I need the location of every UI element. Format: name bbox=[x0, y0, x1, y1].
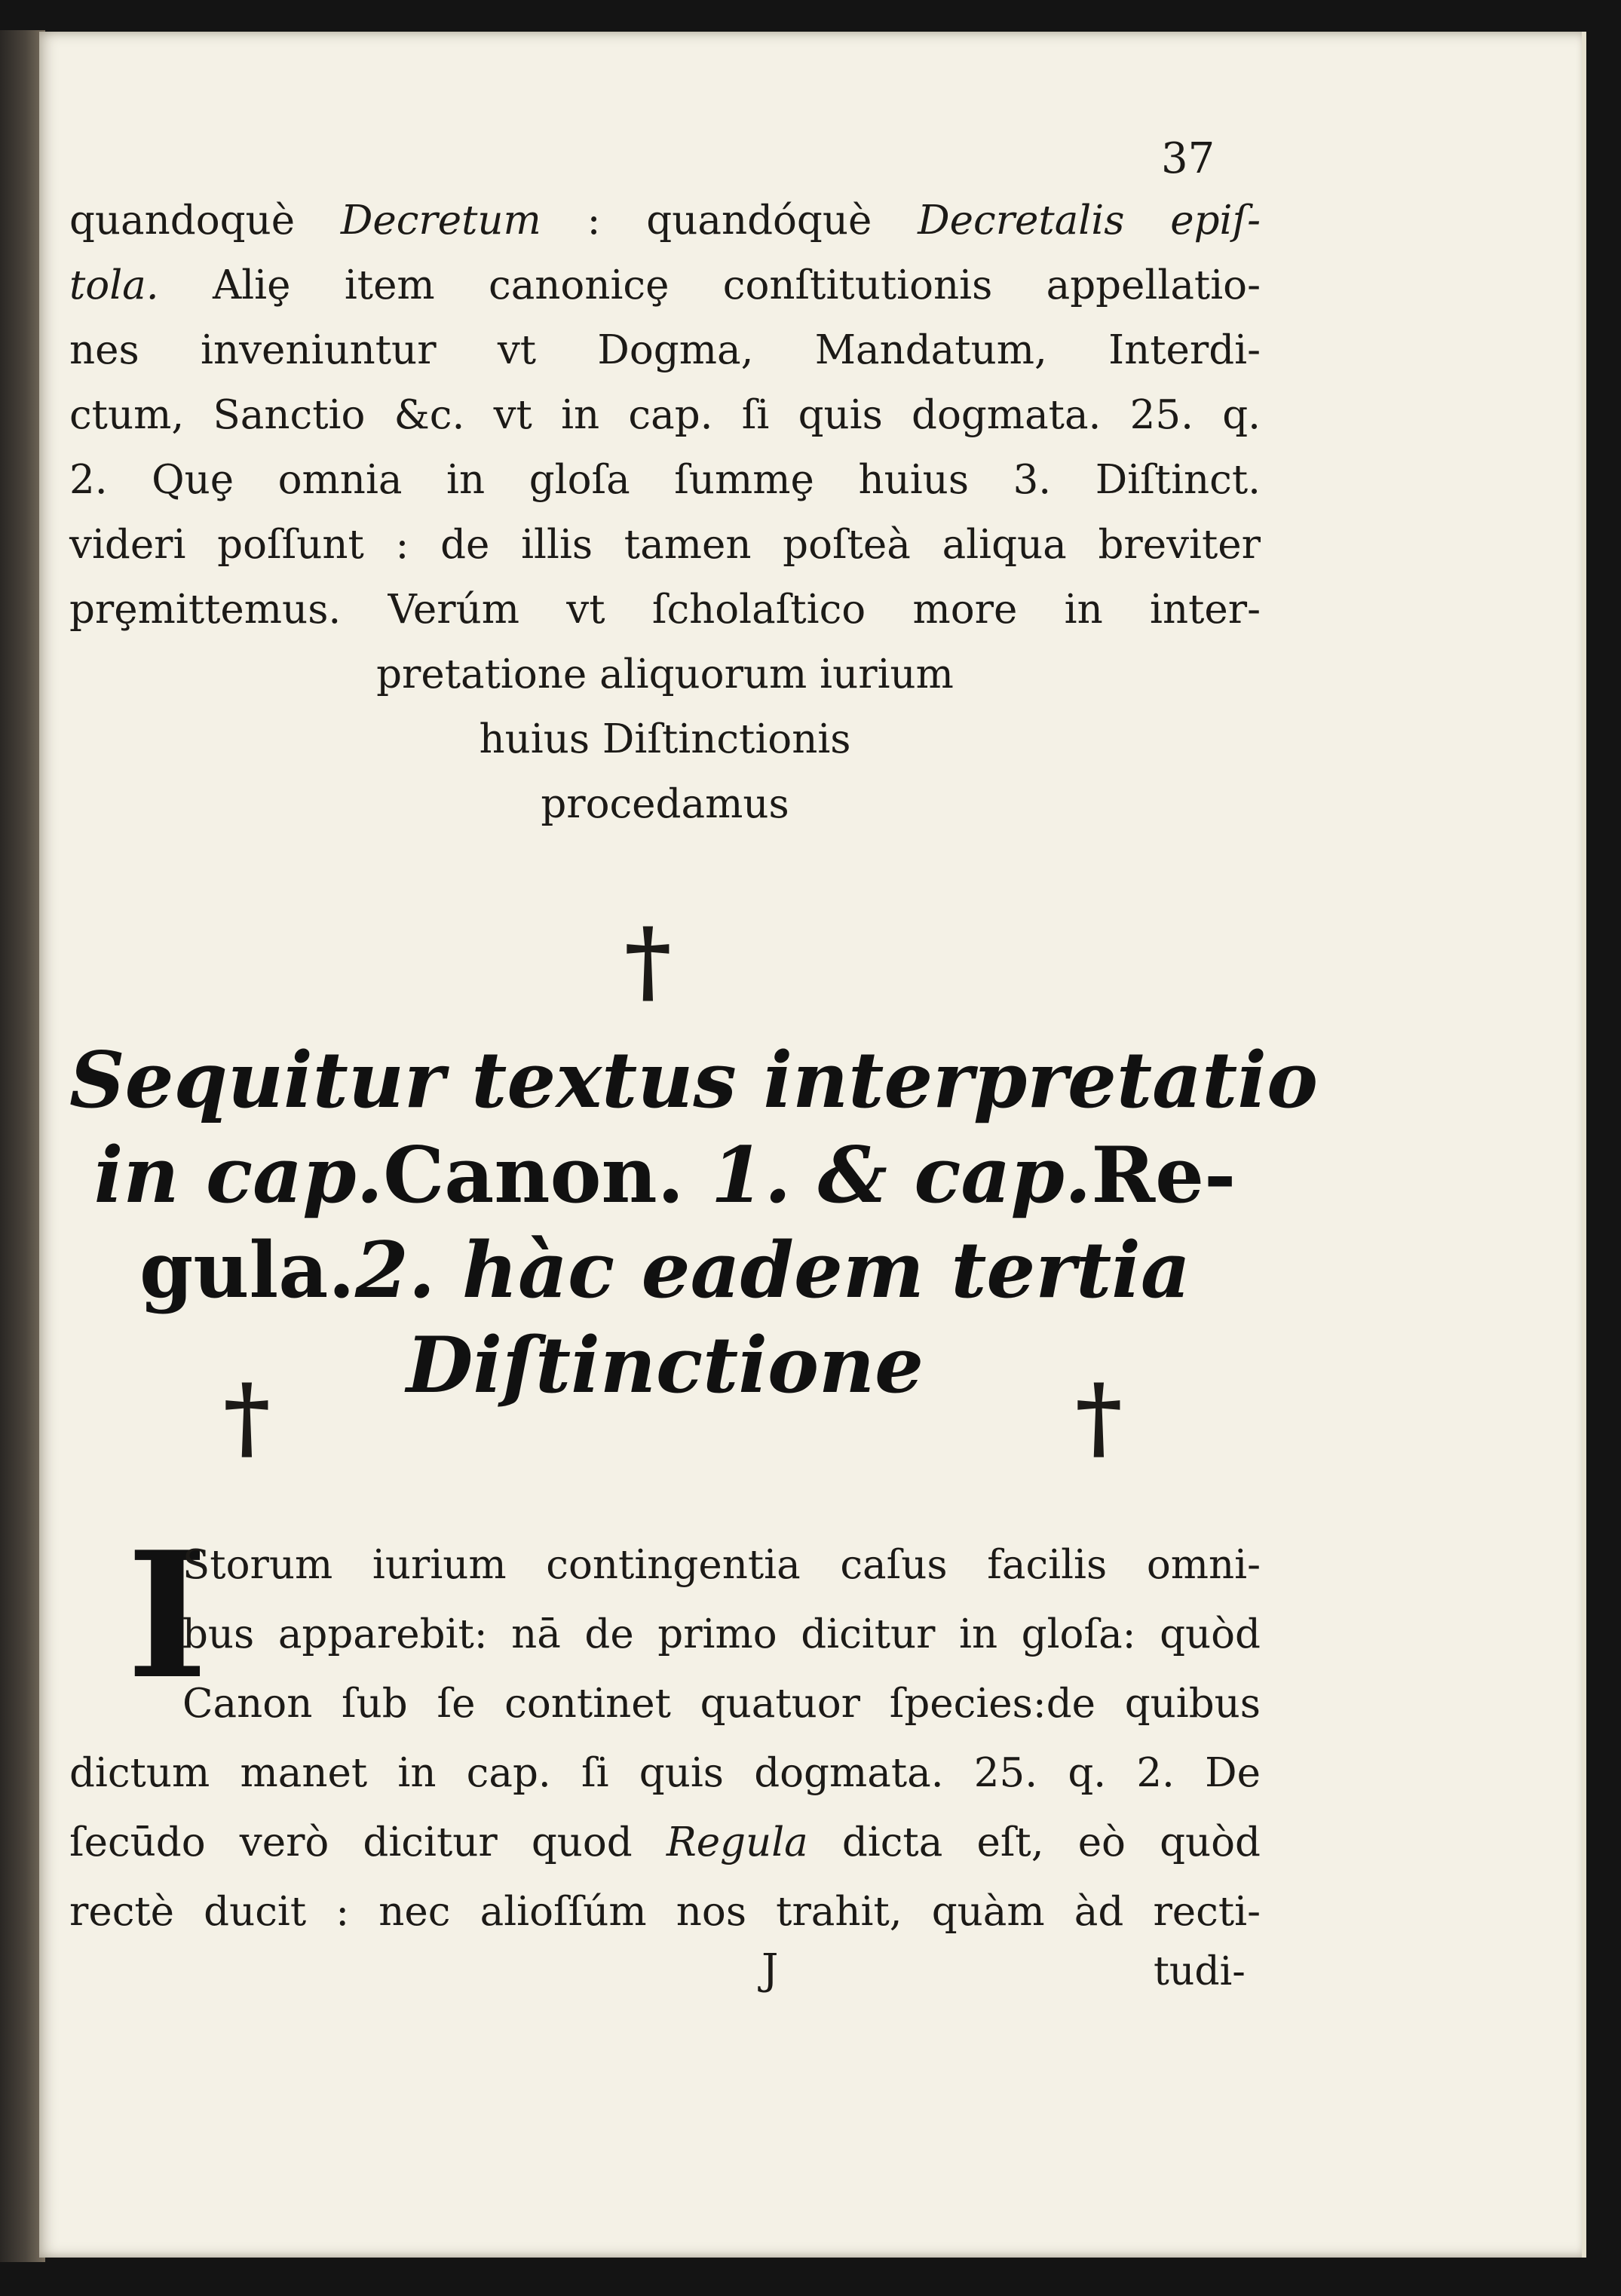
heading-run: Sequitur textus interpretatio bbox=[69, 1035, 1319, 1126]
text-run: 2. Quȩ omnia in gloſa ſummȩ huius 3. Diſtinct. bbox=[69, 457, 1261, 503]
heading-line bbox=[69, 1128, 1261, 1223]
dagger-ornament-left: † bbox=[223, 1364, 271, 1470]
text-line bbox=[69, 253, 1261, 318]
text-run: rectè ducit : nec alioſſúm nos trahit, quàm àd recti- bbox=[69, 1889, 1261, 1935]
text-line bbox=[69, 513, 1261, 578]
text-line bbox=[69, 772, 1261, 837]
text-run: dictum manet in cap. ſi quis dogmata. 25. q. 2. De bbox=[69, 1750, 1261, 1796]
catchword: tudi- bbox=[1154, 1949, 1246, 1994]
text-line bbox=[69, 189, 1261, 253]
text-run: quandoquè bbox=[69, 198, 341, 244]
text-line bbox=[69, 318, 1261, 383]
text-run: Storum iurium contingentia caſus facilis omni- bbox=[182, 1542, 1261, 1588]
text-line bbox=[115, 1600, 1261, 1669]
text-line bbox=[69, 578, 1261, 642]
heading-run: Diſtinctione bbox=[406, 1320, 924, 1411]
dagger-ornament-right: † bbox=[1075, 1364, 1123, 1470]
text-line bbox=[69, 1739, 1261, 1808]
text-run: ſecūdo verò dicitur quod bbox=[69, 1819, 666, 1865]
heading-line bbox=[69, 1223, 1261, 1318]
text-line bbox=[115, 1669, 1261, 1739]
text-line bbox=[69, 1878, 1261, 1947]
text-line bbox=[69, 1808, 1261, 1878]
heading-run: 1. & cap. bbox=[684, 1130, 1092, 1221]
section-paragraph bbox=[69, 1514, 1261, 1947]
dagger-ornament-top: † bbox=[624, 908, 672, 1014]
heading-run: in cap. bbox=[93, 1130, 384, 1221]
text-line bbox=[69, 383, 1261, 448]
text-line bbox=[69, 642, 1261, 707]
text-line bbox=[115, 1531, 1261, 1600]
page-edge bbox=[1582, 32, 1586, 2258]
text-run-italic: Regula bbox=[666, 1819, 808, 1865]
text-run: tola. bbox=[69, 262, 159, 308]
text-run: Decretum bbox=[340, 198, 541, 244]
text-run: videri poſſunt : de illis tamen poſteà aliqua breviter bbox=[69, 522, 1261, 568]
text-run: Aliȩ item canonicȩ conſtitutionis appellatio- bbox=[158, 262, 1261, 308]
text-run: prȩmittemus. Verúm vt ſcholaſtico more in inter- bbox=[69, 587, 1261, 633]
text-line bbox=[69, 707, 1261, 772]
text-run: nes inveniuntur vt Dogma, Mandatum, Interdi- bbox=[69, 327, 1261, 373]
body-paragraph bbox=[69, 189, 1261, 837]
text-run: procedamus bbox=[541, 781, 789, 827]
text-run: Decretalis epiſ- bbox=[918, 198, 1261, 244]
text-run: dicta eſt, eò quòd bbox=[807, 1819, 1261, 1865]
text-run: pretatione aliquorum iurium bbox=[376, 651, 954, 697]
text-run: Canon ſub ſe continet quatuor ſpecies:de quibus bbox=[182, 1681, 1261, 1727]
book-binding bbox=[0, 30, 45, 2262]
section-heading bbox=[69, 1033, 1319, 1413]
signature-mark: J bbox=[761, 1945, 779, 1994]
heading-run: Re- bbox=[1091, 1130, 1236, 1221]
text-run: bus apparebit: nā de primo dicitur in gloſa: quòd bbox=[182, 1611, 1261, 1657]
heading-run: 2. hàc eadem tertia bbox=[354, 1225, 1191, 1316]
page-number: 37 bbox=[1161, 134, 1215, 183]
drop-cap-initial: I bbox=[127, 1514, 208, 1718]
text-line bbox=[69, 448, 1261, 513]
heading-line bbox=[69, 1033, 1319, 1128]
heading-run: gula. bbox=[139, 1225, 355, 1316]
heading-run: Canon. bbox=[383, 1130, 685, 1221]
text-run: huius Diſtinctionis bbox=[479, 716, 851, 762]
text-run: ctum, Sanctio &c. vt in cap. ſi quis dogmata. 25. q. bbox=[69, 392, 1261, 438]
text-run: : quandóquè bbox=[541, 198, 918, 244]
